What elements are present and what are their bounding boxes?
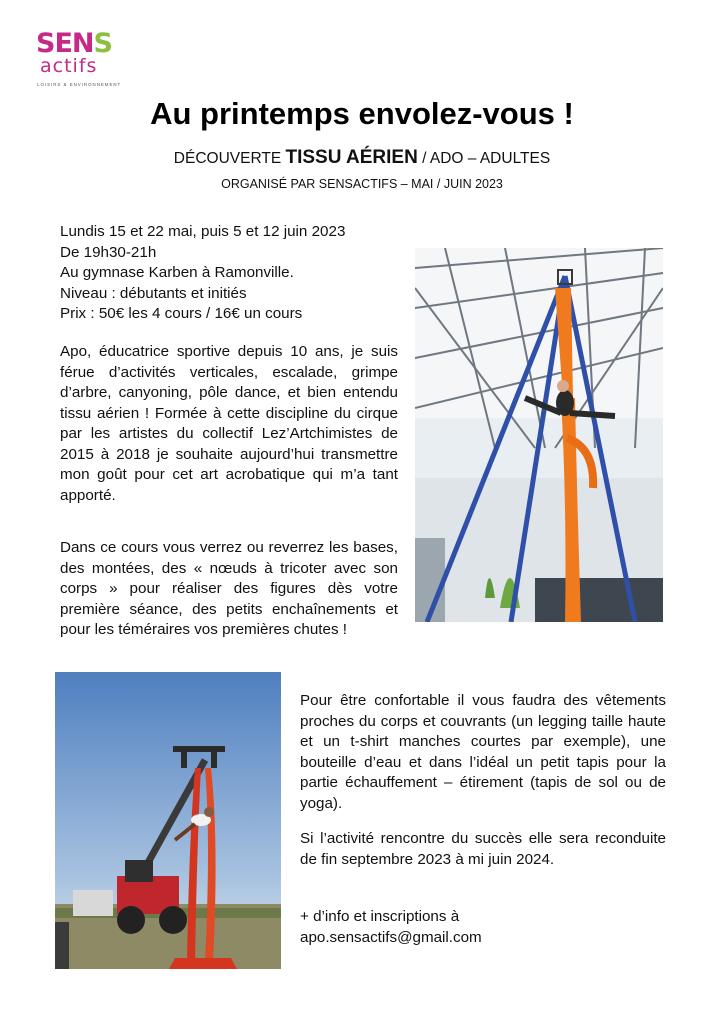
subtitle-suffix: / ADO – ADULTES [422, 150, 551, 167]
equipment-paragraph: Pour être confortable il vous faudra des vêtements proches du corps et couvrants (un legging taille haute et un t-shirt manches courtes par exemple), une bouteille d’eau et dans l’idéal un petit tapis pour la partie échauffement – étirement (tapis de sol ou de yoga). [300, 692, 666, 812]
contact-block [300, 907, 666, 948]
course-paragraph: Dans ce cours vous verrez ou reverrez les bases, des montées, des « nœuds à tricoter avec son corps » pour réaliser des figures dès votre première séance, des petits enchaînements et pour les téméraires vos premières chutes ! [60, 539, 398, 638]
info-dates: Lundis 15 et 22 mai, puis 5 et 12 juin 2023 [60, 223, 346, 240]
page-title: Au printemps envolez-vous ! [150, 96, 574, 131]
logo-word-part1: SEN [36, 28, 94, 59]
subtitle-prefix: DÉCOUVERTE [173, 150, 282, 167]
photo-aerialist-gym [415, 248, 663, 622]
subtitle [0, 147, 724, 169]
intro-paragraph: Apo, éducatrice sportive depuis 10 ans, je suis férue d’activités verticales, escalade, grimpe d’arbre, canyoning, pôle dance, et bien entendu tissu aérien ! Formée à cette discipline du cirque par les artistes du collectif Lez’Artchimistes de 2015 à 2018 je souhaite aujourd’hui transmettre mon goût pour cet art acrobatique qui m’a tant apporté. [60, 343, 398, 504]
logo-subword: actifs [40, 55, 98, 77]
photo-aerialist-telehandler [55, 672, 281, 969]
logo-word-part2: S [93, 28, 112, 59]
info-time: De 19h30-21h [60, 243, 157, 261]
subtitle-highlight: TISSU AÉRIEN [285, 147, 418, 168]
organizer-line: ORGANISÉ PAR SENSACTIFS – MAI / JUIN 2023 [221, 177, 503, 191]
contact-email[interactable]: apo.sensactifs@gmail.com [300, 928, 482, 946]
sensactifs-logo [36, 28, 132, 94]
info-location: Au gymnase Karben à Ramonville. [60, 264, 294, 281]
schedule-info [60, 222, 345, 325]
logo-tagline: LOISIRS & ENVIRONNEMENT [37, 82, 122, 87]
info-price: Prix : 50€ les 4 cours / 16€ un cours [60, 305, 303, 322]
info-level: Niveau : débutants et initiés [60, 284, 247, 302]
contact-label: + d’info et inscriptions à [300, 908, 460, 925]
renewal-paragraph: Si l’activité rencontre du succès elle sera reconduite de fin septembre 2023 à mi juin 2024. [300, 830, 666, 868]
